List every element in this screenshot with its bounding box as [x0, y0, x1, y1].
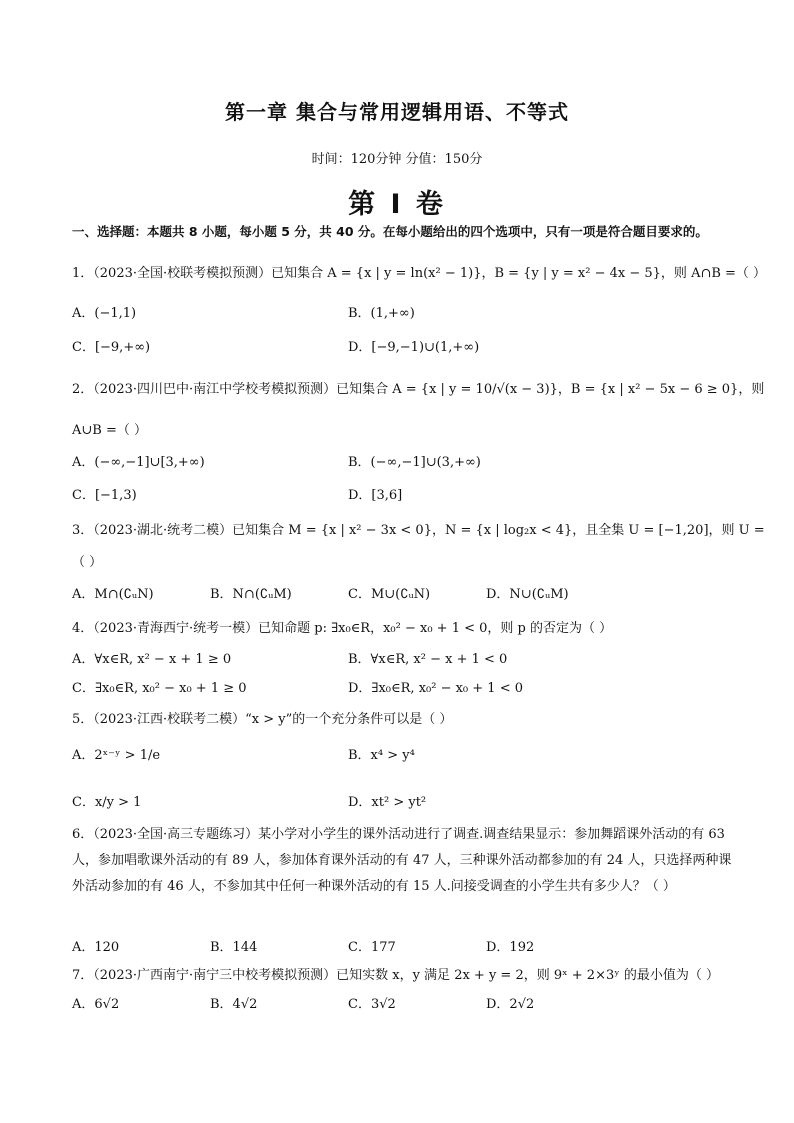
question-1-option-d[interactable]: D．[−9,−1)∪(1,+∞) [348, 340, 480, 355]
question-3-option-d[interactable]: D．N∪(∁ᵤM) [486, 587, 569, 602]
question-7-stem: 7．（2023·广西南宁·南宁三中校考模拟预测）已知实数 x，y 满足 2x + y = 2，则 9ˣ + 2×3ʸ 的最小值为（ ） [72, 968, 719, 983]
question-1-option-a[interactable]: A．(−1,1) [72, 306, 137, 321]
question-4-option-c[interactable]: C．∃x₀∈R, x₀² − x₀ + 1 ≥ 0 [72, 681, 247, 696]
question-5-stem: 5．（2023·江西·校联考二模）“x > y”的一个充分条件可以是（ ） [72, 712, 453, 727]
question-5-option-b[interactable]: B．x⁴ > y⁴ [348, 748, 415, 763]
question-1-stem: 1．（2023·全国·校联考模拟预测）已知集合 A = {x | y = ln(x² − 1)}，B = {y | y = x² − 4x − 5}，则 A∩B =（ ） [72, 266, 767, 281]
question-6-option-b[interactable]: B．144 [210, 940, 258, 955]
question-7-option-c[interactable]: C．3√2 [348, 997, 396, 1012]
question-6-stem: 6．（2023·全国·高三专题练习）某小学对小学生的课外活动进行了调查.调查结果显示：参加舞蹈课外活动的有 63 人，参加唱歌课外活动的有 89 人，参加体育课外活动的有 47 人，三种课外活动都参加的有 24 人，只选择两种课外活动参加的有 46 人，不参加其中任何一种课外活动的有 15 人.问接受调查的小学生共有多少人？（ ） [72, 827, 732, 894]
question-2-option-b[interactable]: B．(−∞,−1]∪(3,+∞) [348, 455, 481, 470]
section-heading: 第 I 卷 [348, 189, 446, 220]
question-7-option-b[interactable]: B．4√2 [210, 997, 258, 1012]
question-2-option-a[interactable]: A．(−∞,−1]∪[3,+∞) [72, 455, 205, 470]
question-4-option-b[interactable]: B．∀x∈R, x² − x + 1 < 0 [348, 652, 508, 667]
question-2-stem-continued: A∪B =（ ） [72, 423, 147, 438]
question-3-option-b[interactable]: B．N∩(∁ᵤM) [210, 587, 292, 602]
exam-meta: 时间：120分钟 分值：150分 [311, 152, 483, 167]
question-2-stem: 2．（2023·四川巴中·南江中学校考模拟预测）已知集合 A = {x | y = 10/√(x − 3)}，B = {x | x² − 5x − 6 ≥ 0}，则 [72, 382, 765, 397]
question-6-option-a[interactable]: A．120 [72, 940, 120, 955]
question-3-stem: 3．（2023·湖北·统考二模）已知集合 M = {x | x² − 3x < 0}，N = {x | log₂x < 4}，且全集 U = [−1,20]，则 U = [72, 523, 765, 538]
question-6-option-c[interactable]: C．177 [348, 940, 396, 955]
question-4-option-a[interactable]: A．∀x∈R, x² − x + 1 ≥ 0 [72, 652, 232, 667]
question-5-option-d[interactable]: D．xt² > yt² [348, 795, 427, 810]
page-title: 第一章 集合与常用逻辑用语、不等式 [225, 100, 569, 124]
question-2-option-d[interactable]: D．[3,6] [348, 488, 403, 503]
question-5-option-a[interactable]: A．2ˣ⁻ʸ > 1/e [72, 748, 161, 763]
question-6-option-d[interactable]: D．192 [486, 940, 535, 955]
question-3-stem-continued: （ ） [72, 555, 103, 570]
question-2-option-c[interactable]: C．[−1,3) [72, 488, 137, 503]
question-3-option-a[interactable]: A．M∩(∁ᵤN) [72, 587, 154, 602]
question-4-stem: 4．（2023·青海西宁·统考一模）已知命题 p: ∃x₀∈R，x₀² − x₀ + 1 < 0，则 p 的否定为（ ） [72, 621, 613, 636]
instructions: 一、选择题：本题共 8 小题，每小题 5 分，共 40 分。在每小题给出的四个选项中，只有一项是符合题目要求的。 [72, 224, 708, 239]
question-7-option-a[interactable]: A．6√2 [72, 997, 120, 1012]
question-1-option-b[interactable]: B．(1,+∞) [348, 306, 415, 321]
question-1-option-c[interactable]: C．[−9,+∞) [72, 340, 151, 355]
question-4-option-d[interactable]: D．∃x₀∈R, x₀² − x₀ + 1 < 0 [348, 681, 524, 696]
question-3-option-c[interactable]: C．M∪(∁ᵤN) [348, 587, 431, 602]
question-7-option-d[interactable]: D．2√2 [486, 997, 535, 1012]
question-5-option-c[interactable]: C．x/y > 1 [72, 795, 142, 810]
